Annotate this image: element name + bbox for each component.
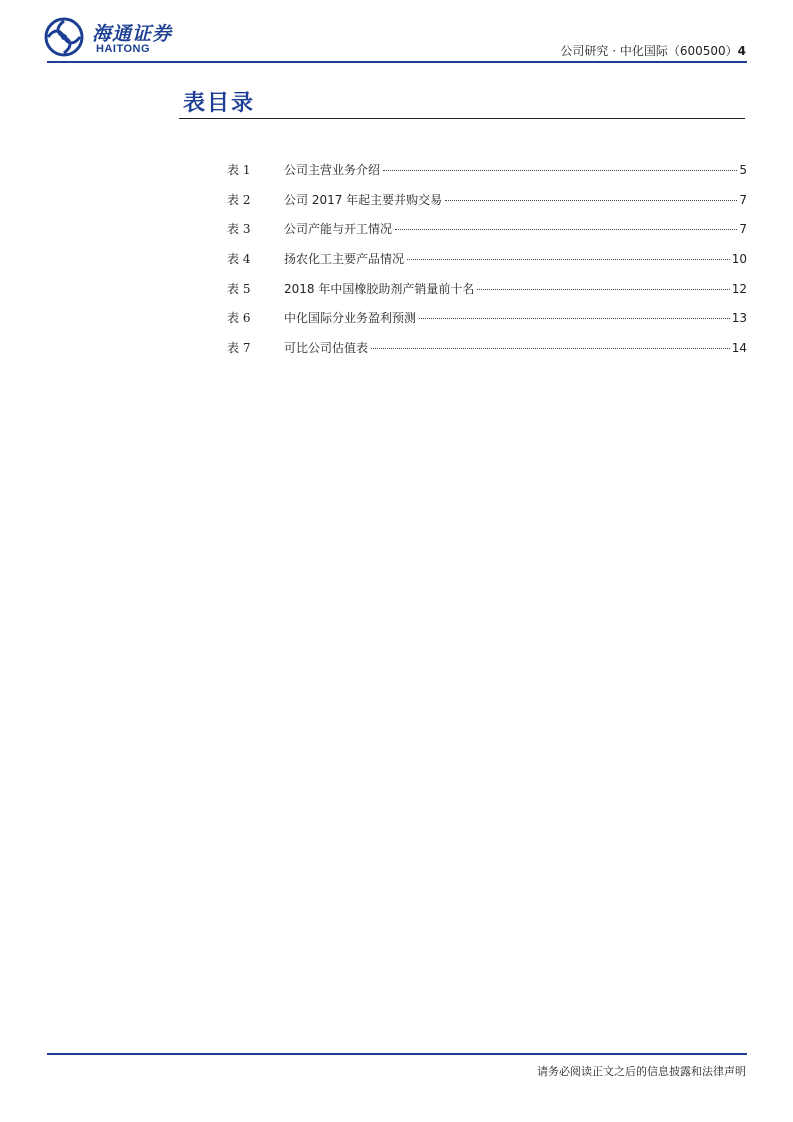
toc-entry-number: 表 5 xyxy=(227,281,251,296)
toc-entry-number: 表 1 xyxy=(227,163,251,177)
toc-leader xyxy=(371,348,730,349)
toc-entry[interactable] xyxy=(227,309,747,339)
toc-leader xyxy=(445,200,737,201)
toc-entry-page: 13 xyxy=(731,311,747,326)
report-label: 公司研究 · 中化国际（600500） xyxy=(560,44,738,58)
toc-leader xyxy=(395,229,737,230)
toc-entry-title: 可比公司估值表 xyxy=(284,341,369,356)
toc-leader xyxy=(419,318,730,319)
table-of-contents xyxy=(227,161,747,369)
toc-entry-number: 表 3 xyxy=(227,222,251,237)
page-title: 表目录 xyxy=(183,90,256,116)
haitong-logo xyxy=(44,17,184,59)
toc-entry-title: 2018 年中国橡胶助剂产销量前十名 xyxy=(284,281,475,296)
toc-entry-page: 7 xyxy=(739,222,747,237)
logo-chinese-text: 海通证券 xyxy=(92,23,173,45)
toc-leader xyxy=(477,289,729,290)
toc-entry-page: 12 xyxy=(731,281,747,296)
logo-english-text: HAITONG xyxy=(96,43,151,55)
toc-entry-number: 表 7 xyxy=(227,341,251,356)
toc-entry-title: 公司主营业务介绍 xyxy=(284,163,381,177)
toc-entry-number: 表 4 xyxy=(227,252,251,267)
toc-entry-page: 14 xyxy=(731,341,747,356)
toc-entry-page: 10 xyxy=(731,252,747,267)
header-divider xyxy=(47,61,747,63)
running-header xyxy=(560,42,746,59)
title-underline xyxy=(179,118,745,119)
toc-entry[interactable] xyxy=(227,161,747,191)
toc-entry[interactable] xyxy=(227,339,747,369)
toc-entry-title: 中化国际分业务盈利预测 xyxy=(284,311,417,326)
toc-entry-page: 7 xyxy=(739,192,747,207)
toc-entry-number: 表 2 xyxy=(227,192,251,207)
toc-entry[interactable] xyxy=(227,250,747,280)
toc-leader xyxy=(383,170,737,171)
footer-divider xyxy=(47,1053,747,1055)
haitong-emblem-icon xyxy=(44,17,84,57)
toc-entry[interactable] xyxy=(227,220,747,250)
footer-disclaimer: 请务必阅读正文之后的信息披露和法律声明 xyxy=(537,1065,746,1078)
toc-entry-page: 5 xyxy=(739,163,747,177)
toc-entry-title: 公司 2017 年起主要并购交易 xyxy=(284,192,443,207)
toc-entry[interactable] xyxy=(227,191,747,221)
toc-entry[interactable] xyxy=(227,280,747,310)
toc-entry-number: 表 6 xyxy=(227,311,251,326)
toc-entry-title: 公司产能与开工情况 xyxy=(284,222,393,237)
toc-entry-title: 扬农化工主要产品情况 xyxy=(284,252,405,267)
page-number: 4 xyxy=(737,44,746,58)
toc-leader xyxy=(407,259,730,260)
